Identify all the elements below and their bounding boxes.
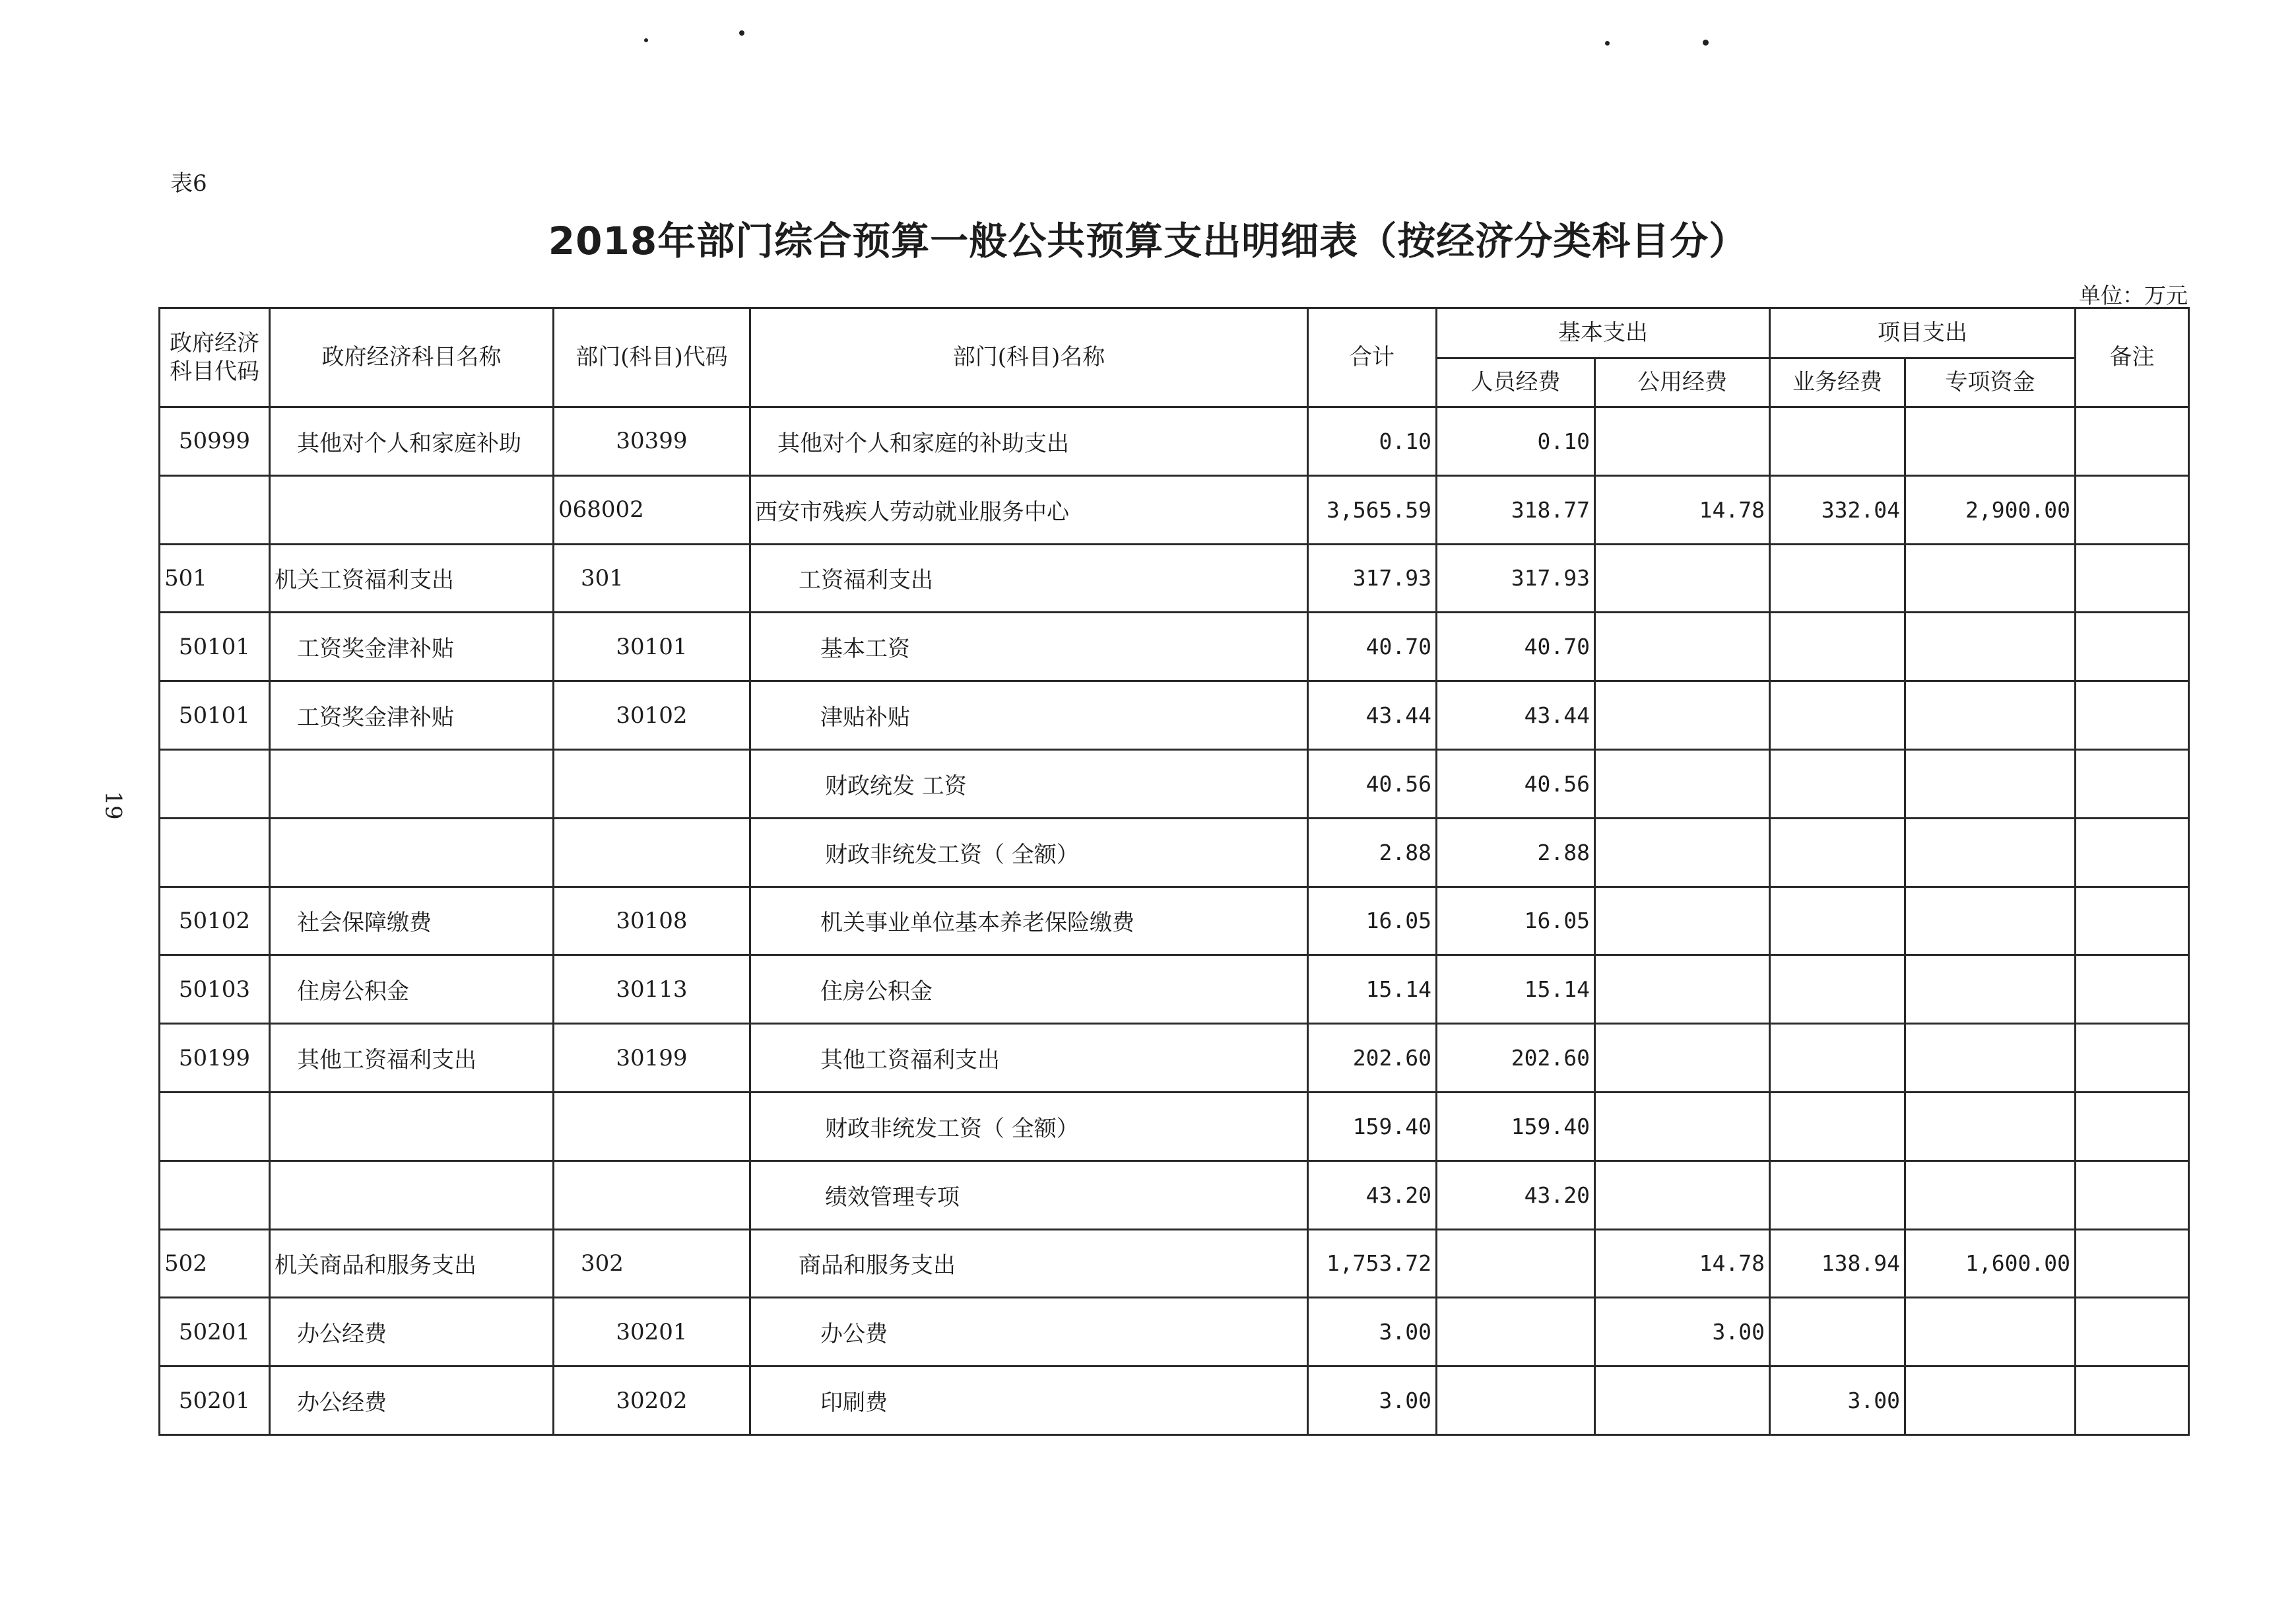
cell-personnel: 2.88 <box>1437 818 1595 887</box>
cell-gov-code <box>160 475 270 544</box>
page-number: 19 <box>100 791 127 820</box>
cell-personnel <box>1437 1366 1595 1435</box>
cell-gov-name: 其他对个人和家庭补助 <box>270 407 554 476</box>
cell-business <box>1770 1092 1905 1161</box>
cell-total: 159.40 <box>1308 1092 1437 1161</box>
cell-business <box>1770 1161 1905 1229</box>
cell-public <box>1595 613 1770 681</box>
cell-gov-code: 50201 <box>160 1298 270 1366</box>
cell-dept-code <box>554 1092 750 1161</box>
cell-business: 3.00 <box>1770 1366 1905 1435</box>
cell-total: 317.93 <box>1308 544 1437 613</box>
cell-remarks <box>2076 1298 2189 1366</box>
cell-business: 332.04 <box>1770 475 1905 544</box>
cell-gov-code: 50102 <box>160 887 270 955</box>
cell-dept-code: 30202 <box>554 1366 750 1435</box>
cell-gov-name: 办公经费 <box>270 1298 554 1366</box>
cell-personnel: 159.40 <box>1437 1092 1595 1161</box>
cell-business <box>1770 544 1905 613</box>
cell-gov-name: 办公经费 <box>270 1366 554 1435</box>
cell-business <box>1770 818 1905 887</box>
cell-total: 1,753.72 <box>1308 1229 1437 1298</box>
header-public: 公用经费 <box>1595 358 1770 407</box>
table-row <box>160 818 2189 887</box>
cell-total: 202.60 <box>1308 1024 1437 1093</box>
cell-dept-name: 财政统发 工资 <box>750 749 1308 818</box>
header-project: 项目支出 <box>1770 308 2076 358</box>
header-business: 业务经费 <box>1770 358 1905 407</box>
cell-total: 43.20 <box>1308 1161 1437 1229</box>
header-gov-code: 政府经济科目代码 <box>160 308 270 407</box>
cell-dept-name: 机关事业单位基本养老保险缴费 <box>750 887 1308 955</box>
cell-remarks <box>2076 749 2189 818</box>
header-special: 专项资金 <box>1905 358 2076 407</box>
table-row <box>160 1161 2189 1229</box>
cell-gov-code: 502 <box>160 1229 270 1298</box>
cell-dept-name: 工资福利支出 <box>750 544 1308 613</box>
table-row <box>160 887 2189 955</box>
cell-dept-name: 其他工资福利支出 <box>750 1024 1308 1093</box>
header-basic: 基本支出 <box>1437 308 1770 358</box>
cell-personnel: 318.77 <box>1437 475 1595 544</box>
cell-personnel: 317.93 <box>1437 544 1595 613</box>
cell-public <box>1595 887 1770 955</box>
header-dept-code: 部门(科目)代码 <box>554 308 750 407</box>
cell-personnel: 16.05 <box>1437 887 1595 955</box>
cell-gov-code: 50101 <box>160 681 270 750</box>
cell-public <box>1595 1366 1770 1435</box>
cell-personnel: 43.44 <box>1437 681 1595 750</box>
cell-total: 3,565.59 <box>1308 475 1437 544</box>
cell-special <box>1905 1024 2076 1093</box>
cell-dept-code: 30101 <box>554 613 750 681</box>
cell-remarks <box>2076 1024 2189 1093</box>
cell-total: 16.05 <box>1308 887 1437 955</box>
unit-label: 单位：万元 <box>2079 283 2188 308</box>
cell-remarks <box>2076 818 2189 887</box>
cell-dept-code: 301 <box>554 544 750 613</box>
cell-special <box>1905 544 2076 613</box>
cell-remarks <box>2076 1229 2189 1298</box>
cell-gov-code: 50999 <box>160 407 270 476</box>
scan-speck <box>644 38 648 42</box>
cell-total: 3.00 <box>1308 1366 1437 1435</box>
cell-dept-code: 30108 <box>554 887 750 955</box>
cell-gov-name <box>270 749 554 818</box>
cell-gov-name: 工资奖金津补贴 <box>270 613 554 681</box>
cell-remarks <box>2076 955 2189 1024</box>
table-row <box>160 475 2189 544</box>
cell-public <box>1595 818 1770 887</box>
cell-business <box>1770 1298 1905 1366</box>
cell-personnel <box>1437 1298 1595 1366</box>
cell-dept-code: 30399 <box>554 407 750 476</box>
cell-dept-code: 302 <box>554 1229 750 1298</box>
cell-special <box>1905 887 2076 955</box>
cell-personnel: 0.10 <box>1437 407 1595 476</box>
cell-special: 1,600.00 <box>1905 1229 2076 1298</box>
cell-special <box>1905 955 2076 1024</box>
cell-public <box>1595 1024 1770 1093</box>
cell-gov-code: 501 <box>160 544 270 613</box>
cell-dept-code: 30201 <box>554 1298 750 1366</box>
cell-business <box>1770 887 1905 955</box>
cell-dept-code: 30199 <box>554 1024 750 1093</box>
header-personnel: 人员经费 <box>1437 358 1595 407</box>
cell-public <box>1595 955 1770 1024</box>
cell-special <box>1905 613 2076 681</box>
cell-dept-code <box>554 749 750 818</box>
cell-remarks <box>2076 1366 2189 1435</box>
cell-special <box>1905 1366 2076 1435</box>
cell-remarks <box>2076 1092 2189 1161</box>
table-row <box>160 955 2189 1024</box>
cell-dept-name: 印刷费 <box>750 1366 1308 1435</box>
cell-dept-code: 30113 <box>554 955 750 1024</box>
cell-business <box>1770 955 1905 1024</box>
cell-total: 2.88 <box>1308 818 1437 887</box>
cell-dept-name: 基本工资 <box>750 613 1308 681</box>
cell-public <box>1595 407 1770 476</box>
cell-personnel <box>1437 1229 1595 1298</box>
table-row <box>160 749 2189 818</box>
cell-total: 0.10 <box>1308 407 1437 476</box>
cell-dept-name: 财政非统发工资（ 全额） <box>750 818 1308 887</box>
table-label: 表6 <box>170 170 207 197</box>
cell-gov-name: 机关商品和服务支出 <box>270 1229 554 1298</box>
cell-gov-name: 其他工资福利支出 <box>270 1024 554 1093</box>
cell-special <box>1905 1092 2076 1161</box>
cell-total: 15.14 <box>1308 955 1437 1024</box>
cell-remarks <box>2076 407 2189 476</box>
cell-dept-code: 068002 <box>554 475 750 544</box>
cell-gov-code <box>160 749 270 818</box>
cell-public: 3.00 <box>1595 1298 1770 1366</box>
header-row-1 <box>160 308 2189 358</box>
cell-personnel: 40.70 <box>1437 613 1595 681</box>
cell-business <box>1770 1024 1905 1093</box>
cell-gov-name <box>270 818 554 887</box>
table-row <box>160 1298 2189 1366</box>
cell-business <box>1770 613 1905 681</box>
cell-gov-code <box>160 1092 270 1161</box>
table-row <box>160 613 2189 681</box>
scan-speck <box>1605 41 1610 46</box>
cell-gov-code: 50201 <box>160 1366 270 1435</box>
cell-special <box>1905 681 2076 750</box>
cell-public <box>1595 1092 1770 1161</box>
cell-gov-name: 住房公积金 <box>270 955 554 1024</box>
cell-gov-name: 社会保障缴费 <box>270 887 554 955</box>
header-gov-name: 政府经济科目名称 <box>270 308 554 407</box>
table-row <box>160 1366 2189 1435</box>
cell-personnel: 43.20 <box>1437 1161 1595 1229</box>
cell-dept-name: 其他对个人和家庭的补助支出 <box>750 407 1308 476</box>
cell-remarks <box>2076 1161 2189 1229</box>
cell-dept-name: 商品和服务支出 <box>750 1229 1308 1298</box>
cell-total: 40.56 <box>1308 749 1437 818</box>
table-row <box>160 1229 2189 1298</box>
cell-gov-name <box>270 475 554 544</box>
cell-remarks <box>2076 475 2189 544</box>
cell-personnel: 202.60 <box>1437 1024 1595 1093</box>
cell-business <box>1770 407 1905 476</box>
cell-remarks <box>2076 887 2189 955</box>
cell-personnel: 40.56 <box>1437 749 1595 818</box>
cell-special <box>1905 818 2076 887</box>
cell-dept-name: 津贴补贴 <box>750 681 1308 750</box>
cell-public: 14.78 <box>1595 475 1770 544</box>
cell-gov-code <box>160 818 270 887</box>
cell-total: 40.70 <box>1308 613 1437 681</box>
scan-speck <box>739 30 744 36</box>
cell-total: 43.44 <box>1308 681 1437 750</box>
table-row <box>160 544 2189 613</box>
cell-public <box>1595 1161 1770 1229</box>
cell-total: 3.00 <box>1308 1298 1437 1366</box>
cell-dept-code: 30102 <box>554 681 750 750</box>
cell-dept-name: 住房公积金 <box>750 955 1308 1024</box>
cell-public <box>1595 749 1770 818</box>
cell-gov-code: 50101 <box>160 613 270 681</box>
cell-remarks <box>2076 613 2189 681</box>
table-row <box>160 1092 2189 1161</box>
cell-dept-code <box>554 818 750 887</box>
cell-special <box>1905 749 2076 818</box>
cell-business: 138.94 <box>1770 1229 1905 1298</box>
cell-personnel: 15.14 <box>1437 955 1595 1024</box>
cell-special <box>1905 407 2076 476</box>
cell-dept-name: 财政非统发工资（ 全额） <box>750 1092 1308 1161</box>
cell-public: 14.78 <box>1595 1229 1770 1298</box>
cell-gov-name: 工资奖金津补贴 <box>270 681 554 750</box>
cell-special <box>1905 1298 2076 1366</box>
table-row <box>160 681 2189 750</box>
header-total: 合计 <box>1308 308 1437 407</box>
cell-gov-name <box>270 1161 554 1229</box>
cell-special <box>1905 1161 2076 1229</box>
cell-dept-name: 绩效管理专项 <box>750 1161 1308 1229</box>
cell-remarks <box>2076 544 2189 613</box>
cell-special: 2,900.00 <box>1905 475 2076 544</box>
cell-public <box>1595 681 1770 750</box>
cell-dept-name: 西安市残疾人劳动就业服务中心 <box>750 475 1308 544</box>
table-row <box>160 407 2189 476</box>
cell-dept-name: 办公费 <box>750 1298 1308 1366</box>
cell-dept-code <box>554 1161 750 1229</box>
cell-remarks <box>2076 681 2189 750</box>
cell-business <box>1770 749 1905 818</box>
cell-gov-code: 50103 <box>160 955 270 1024</box>
document-title: 2018年部门综合预算一般公共预算支出明细表（按经济分类科目分） <box>548 219 1748 263</box>
cell-business <box>1770 681 1905 750</box>
scan-speck <box>1703 40 1709 46</box>
header-remarks: 备注 <box>2076 308 2189 407</box>
header-dept-name: 部门(科目)名称 <box>750 308 1308 407</box>
cell-gov-code <box>160 1161 270 1229</box>
cell-gov-name: 机关工资福利支出 <box>270 544 554 613</box>
cell-gov-name <box>270 1092 554 1161</box>
cell-public <box>1595 544 1770 613</box>
cell-gov-code: 50199 <box>160 1024 270 1093</box>
budget-table <box>158 307 2190 1436</box>
table-row <box>160 1024 2189 1093</box>
